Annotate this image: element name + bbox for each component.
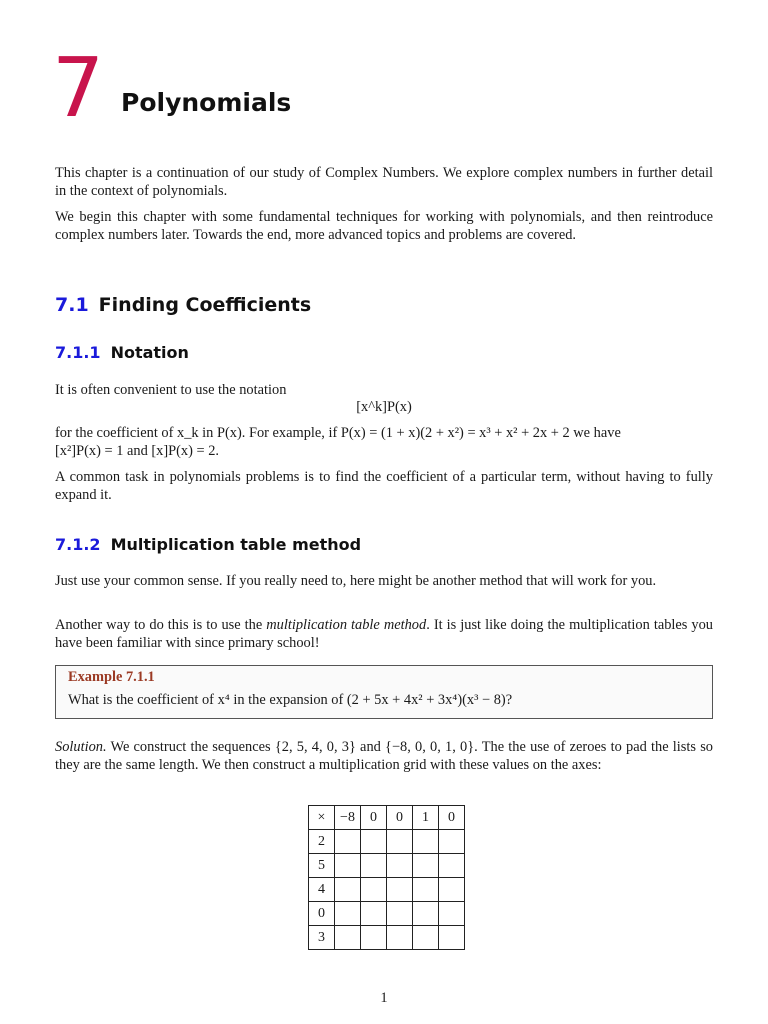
method-paragraph-1: Just use your common sense. If you really need to, here might be another method that will work for you. xyxy=(55,573,657,589)
grid-cell xyxy=(439,926,465,950)
grid-header-row xyxy=(309,806,465,830)
page-number: 1 xyxy=(380,990,388,1006)
grid-cell xyxy=(387,830,413,854)
grid-cell xyxy=(361,878,387,902)
method-text-before: Another way to do this is to use the xyxy=(55,617,267,633)
subsection-number: 7.1.2 xyxy=(55,535,101,554)
grid-cell xyxy=(387,902,413,926)
notation-paragraph-2-line-2: [x²]P(x) = 1 and [x]P(x) = 2. xyxy=(55,443,220,459)
subsection-title: Notation xyxy=(110,343,189,362)
solution-label: Solution. xyxy=(55,739,107,755)
grid-cell xyxy=(413,854,439,878)
grid-cell xyxy=(413,902,439,926)
grid-column-header: 0 xyxy=(439,806,465,830)
section-heading xyxy=(55,294,311,316)
grid-row-header: 4 xyxy=(309,878,335,902)
method-paragraph-2 xyxy=(55,616,713,652)
multiplication-grid xyxy=(308,805,465,950)
grid-cell xyxy=(387,878,413,902)
grid-row-header: 5 xyxy=(309,854,335,878)
grid-row xyxy=(309,878,465,902)
grid-row-header: 2 xyxy=(309,830,335,854)
grid-cell xyxy=(335,902,361,926)
grid-cell xyxy=(335,854,361,878)
section-number: 7.1 xyxy=(55,294,89,316)
method-name-italic: multiplication table method xyxy=(266,617,427,633)
grid-column-header: 1 xyxy=(413,806,439,830)
subsection-heading-multiplication-table xyxy=(55,535,361,554)
method-text-after: . It is just like doing the multiplication tables you have been familiar with since primary school! xyxy=(55,617,713,651)
intro-paragraph-2: We begin this chapter with some fundamental techniques for working with polynomials, and then reintroduce complex numbers later. Towards the end, more advanced topics and problems are covered. xyxy=(55,209,713,243)
grid-cell xyxy=(413,878,439,902)
grid-cell xyxy=(439,878,465,902)
grid-column-header: −8 xyxy=(335,806,361,830)
grid-cell xyxy=(361,902,387,926)
grid-cell xyxy=(335,926,361,950)
example-label: Example 7.1.1 xyxy=(68,669,155,685)
notation-paragraph-3: A common task in polynomials problems is to find the coefficient of a particular term, without having to fully expand it. xyxy=(55,469,713,503)
grid-cell xyxy=(387,854,413,878)
grid-cell xyxy=(335,830,361,854)
grid-row xyxy=(309,926,465,950)
subsection-heading-notation xyxy=(55,343,189,362)
grid-cell xyxy=(361,926,387,950)
subsection-number: 7.1.1 xyxy=(55,343,101,362)
example-question: What is the coefficient of x⁴ in the expansion of (2 + 5x + 4x² + 3x⁴)(x³ − 8)? xyxy=(68,692,513,708)
grid-cell xyxy=(439,830,465,854)
subsection-title: Multiplication table method xyxy=(110,535,362,554)
grid-column-header: 0 xyxy=(387,806,413,830)
section-title: Finding Coefficients xyxy=(98,294,312,316)
grid-row-header: 3 xyxy=(309,926,335,950)
grid-cell xyxy=(413,926,439,950)
grid-cell xyxy=(413,830,439,854)
chapter-number: 7 xyxy=(52,41,105,136)
notation-paragraph-1: It is often convenient to use the notation xyxy=(55,382,287,398)
solution-text: We construct the sequences {2, 5, 4, 0, 3} and {−8, 0, 0, 1, 0}. The the use of zeroes to pad the lists so they are the same length. We then construct a multiplication grid with these values on the axes: xyxy=(55,739,713,773)
grid-cell xyxy=(387,926,413,950)
example-box xyxy=(55,665,713,719)
notation-paragraph-2-line-1: for the coefficient of x_k in P(x). For example, if P(x) = (1 + x)(2 + x²) = x³ + x² + 2x + 2 we have xyxy=(55,425,621,441)
grid-cell xyxy=(439,902,465,926)
notation-display-formula: [x^k]P(x) xyxy=(356,399,412,415)
grid-cell xyxy=(439,854,465,878)
grid-cell xyxy=(361,854,387,878)
grid-corner: × xyxy=(309,806,335,830)
grid-row xyxy=(309,830,465,854)
chapter-title: Polynomials xyxy=(121,88,292,117)
solution-paragraph xyxy=(55,738,713,774)
grid-column-header: 0 xyxy=(361,806,387,830)
intro-paragraph-1: This chapter is a continuation of our study of Complex Numbers. We explore complex numbers in further detail in the context of polynomials. xyxy=(55,165,713,199)
grid-cell xyxy=(335,878,361,902)
grid-row xyxy=(309,902,465,926)
grid-row xyxy=(309,854,465,878)
grid-cell xyxy=(361,830,387,854)
grid-row-header: 0 xyxy=(309,902,335,926)
